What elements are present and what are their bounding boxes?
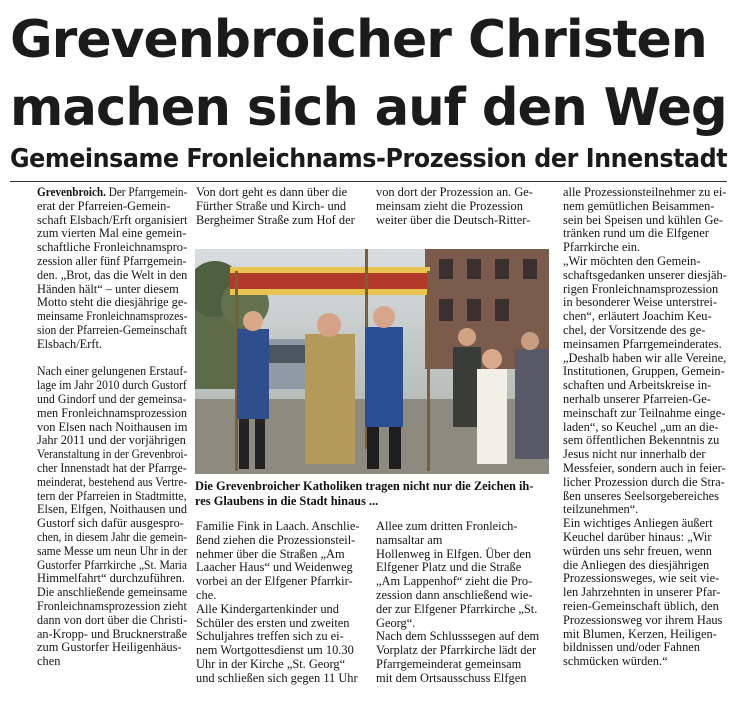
text-line: zum vierten Mal eine gemein- — [37, 226, 187, 241]
text-line: Jesus nicht nur innerhalb der — [563, 447, 706, 462]
text-line: Von dort geht es dann über die — [196, 185, 348, 199]
text-line: mit dem Ortsausschuss Elfgen — [376, 670, 527, 685]
text-line: sein bei Speisen und kühlen Ge- — [563, 212, 724, 227]
text-line: nem gemütlichen Beisammen- — [563, 198, 715, 213]
text-line: mit Blumen, Kerzen, Heiligen- — [563, 626, 717, 641]
first-line-text: Der Pfarrgemein- — [105, 185, 188, 199]
text-line: Pfarrkirche ein. — [563, 240, 641, 255]
text-line: reien-Gemeinschaft üblich, den — [563, 598, 719, 613]
article-column-4 — [563, 186, 733, 669]
text-line: Die anschließende gemeinsame — [37, 585, 188, 600]
text-line: vorbei an der Elfgener Pfarrkir- — [196, 574, 353, 589]
text-line: Elfgener Platz und die Straße — [376, 560, 522, 575]
text-line: Elsbach/Erft. — [37, 336, 103, 351]
text-line: che. — [196, 587, 217, 602]
text-line: meinsame Fronleichnamsprozes- — [37, 309, 188, 324]
text-line: ßen unseres Seelsorgebereiches — [563, 488, 719, 503]
text-line: „Wir möchten den Gemein- — [563, 253, 701, 268]
text-line: den. „Brot, das die Welt in den — [37, 267, 188, 282]
article-column-3-bottom — [376, 520, 556, 686]
headline-line-2: machen sich auf den Weg — [10, 78, 727, 138]
text-line: len Jahrzehnten in unserer Pfar- — [563, 585, 721, 600]
text-line: und Gindorf und der gemeinsa- — [37, 391, 187, 406]
article-column-1 — [37, 186, 187, 669]
text-line: Fürther Straße und Kirch- und — [196, 198, 347, 213]
text-line: nehmer über die Straßen „Am — [196, 546, 345, 561]
text-line: an-Kropp- und Brucknerstraße — [37, 626, 188, 641]
text-line: Uhr in der Kirche „St. Georg“ — [196, 656, 346, 671]
procession-photo-image — [195, 249, 549, 474]
photo-caption — [195, 479, 555, 508]
paragraph-gap — [37, 352, 187, 366]
text-line: meinschaft zur Teilnahme einge- — [563, 405, 726, 420]
text-line: schaftliche Fronleichnamspro- — [37, 240, 188, 255]
text-line: und schließen sich gegen 11 Uhr — [196, 670, 358, 685]
text-line: ßend ziehen die Prozessionsteil- — [196, 532, 356, 547]
text-line: Veranstaltung in der Grevenbroi- — [37, 447, 188, 462]
text-line: zession aller fünf Pfarrgemein- — [37, 253, 187, 268]
text-line: erat der Pfarreien-Gemein- — [37, 198, 171, 213]
text-line: Gustorfer Pfarrkirche „St. Maria — [37, 557, 188, 572]
text-line: schmücken würden.“ — [563, 654, 668, 669]
text-line: alle Prozessionsteilnehmer zu ei- — [563, 185, 727, 199]
text-line: „Am Lappenhof“ zieht die Pro- — [376, 574, 533, 589]
text-line: teilzunehmen“. — [563, 502, 639, 517]
text-line: der zur Elfgener Pfarrkirche „St. — [376, 601, 538, 616]
text-line: cher Innenstadt hat der Pfarrge- — [37, 460, 187, 475]
text-line: Ein wichtiges Anliegen äußert — [563, 516, 713, 531]
headline-line-1: Grevenbroicher Christen — [10, 10, 707, 70]
text-line: zession dann anschließend wie- — [376, 587, 533, 602]
text-line: Allee zum dritten Fronleich- — [376, 519, 518, 533]
text-line: Prozessionsweges, wie seit vie- — [563, 571, 720, 586]
text-line: nerhalb unserer Pfarreien-Ge- — [563, 391, 711, 406]
text-line: die Anliegen des diesjährigen — [563, 557, 710, 572]
text-line: Laacher Haus“ und Weidenweg — [196, 560, 353, 575]
text-line: schaften und Arbeitskreise in- — [563, 378, 712, 393]
text-line: nem Wortgottesdienst um 10.30 — [196, 643, 354, 658]
text-line: Fronleichnamsprozession zieht — [37, 598, 187, 613]
text-line: von dort der Prozession an. Ge- — [376, 185, 533, 199]
text-line: res Glaubens in die Stadt hinaus ... — [195, 493, 379, 508]
text-line: Bergheimer Straße zum Hof der — [196, 212, 355, 227]
subheadline: Gemeinsame Fronleichnams-Prozession der Innenstadt — [10, 144, 728, 174]
text-line: Nach einer gelungenen Erstauf- — [37, 364, 188, 379]
text-line: Die Grevenbroicher Katholiken tragen nicht nur die Zeichen ih- — [195, 479, 534, 493]
text-line: meinsam zieht die Prozession — [376, 198, 523, 213]
text-line: Messfeier, sondern auch in feier- — [563, 460, 726, 475]
text-line: sem öffentlichen Bekenntnis zu — [563, 433, 720, 448]
headline-rule — [10, 181, 727, 182]
text-line: schaft Elsbach/Erft organisiert — [37, 212, 188, 227]
text-line: men Fronleichnamsprozession — [37, 405, 188, 420]
text-line: Gustorf sich dafür ausgespro- — [37, 516, 184, 531]
article-column-2-top — [196, 186, 366, 227]
dateline: Grevenbroich. — [37, 185, 106, 199]
text-line: Händen hält“ – unter diesem — [37, 281, 179, 296]
text-line: Georg“. — [376, 615, 416, 630]
text-line: Institutionen, Gruppen, Gemein- — [563, 364, 725, 379]
text-line: chen, in diesem Jahr die gemein- — [37, 529, 188, 544]
text-line: von Elsen nach Noithausen im — [37, 419, 188, 434]
text-line: rigen Fronleichnamsprozession — [563, 281, 719, 296]
first-line — [37, 185, 188, 200]
text-line: Schüler des ersten und zweiten — [196, 615, 350, 630]
text-line: licher Prozession durch die Stra- — [563, 474, 725, 489]
text-line: lage im Jahr 2010 durch Gustorf — [37, 378, 187, 393]
text-line: sion der Pfarreien-Gemeinschaft — [37, 322, 188, 337]
text-line: namsaltar am — [376, 532, 443, 547]
text-line: in besonderer Weise unterstrei- — [563, 295, 717, 310]
text-line: tränken rund um die Elfgener — [563, 226, 709, 241]
procession-photo — [195, 249, 549, 474]
text-line: schaftsgedanken unserer diesjäh- — [563, 267, 727, 282]
text-line: meinsamen Pfarrgemeinderates. — [563, 336, 722, 351]
text-line: „Deshalb haben wir alle Vereine, — [563, 350, 727, 365]
text-line: chel, der Vorsitzende des ge- — [563, 322, 706, 337]
text-line: tern der Pfarreien in Stadtmitte, — [37, 488, 187, 503]
text-line: meinderat, bestehend aus Vertre- — [37, 474, 188, 489]
text-line: same Messe um neun Uhr in der — [37, 543, 188, 558]
text-line: Familie Fink in Laach. Anschlie- — [196, 519, 360, 533]
text-line: chen — [37, 654, 61, 669]
text-line: laden“, so Keuchel „um an die- — [563, 419, 719, 434]
text-line: chen“, erläutert Joachim Keu- — [563, 309, 712, 324]
text-line: Motto steht die diesjährige ge- — [37, 295, 188, 310]
text-line: Jahr 2011 und der vorjährigen — [37, 433, 186, 448]
text-line: würden uns sehr freuen, wenn — [563, 543, 712, 558]
text-line: Hollenweg in Elfgen. Über den — [376, 546, 532, 561]
column-1-lines — [37, 200, 187, 669]
text-line: weiter über die Deutsch-Ritter- — [376, 212, 531, 227]
text-line: Vorplatz der Pfarrkirche lädt der — [376, 643, 537, 658]
text-line: zum Gustorfer Heiligenhäus- — [37, 640, 182, 655]
text-line: Schuljahres treffen sich zu ei- — [196, 629, 344, 644]
article-column-2-bottom — [196, 520, 371, 686]
text-line: Elsen, Elfgen, Noithausen und — [37, 502, 188, 517]
text-line: Himmelfahrt“ durchzuführen. — [37, 571, 185, 586]
text-line: Prozessionsweg vor ihrem Haus — [563, 612, 723, 627]
text-line: Nach dem Schlusssegen auf dem — [376, 629, 540, 644]
article-column-3-top — [376, 186, 556, 227]
text-line: bildnissen und/oder Fahnen — [563, 640, 700, 655]
text-line: Keuchel darüber hinaus: „Wir — [563, 529, 712, 544]
text-line: Pfarrgemeinderat gemeinsam — [376, 656, 522, 671]
text-line: Alle Kindergartenkinder und — [196, 601, 339, 616]
text-line: dann von dort über die Christi- — [37, 612, 188, 627]
